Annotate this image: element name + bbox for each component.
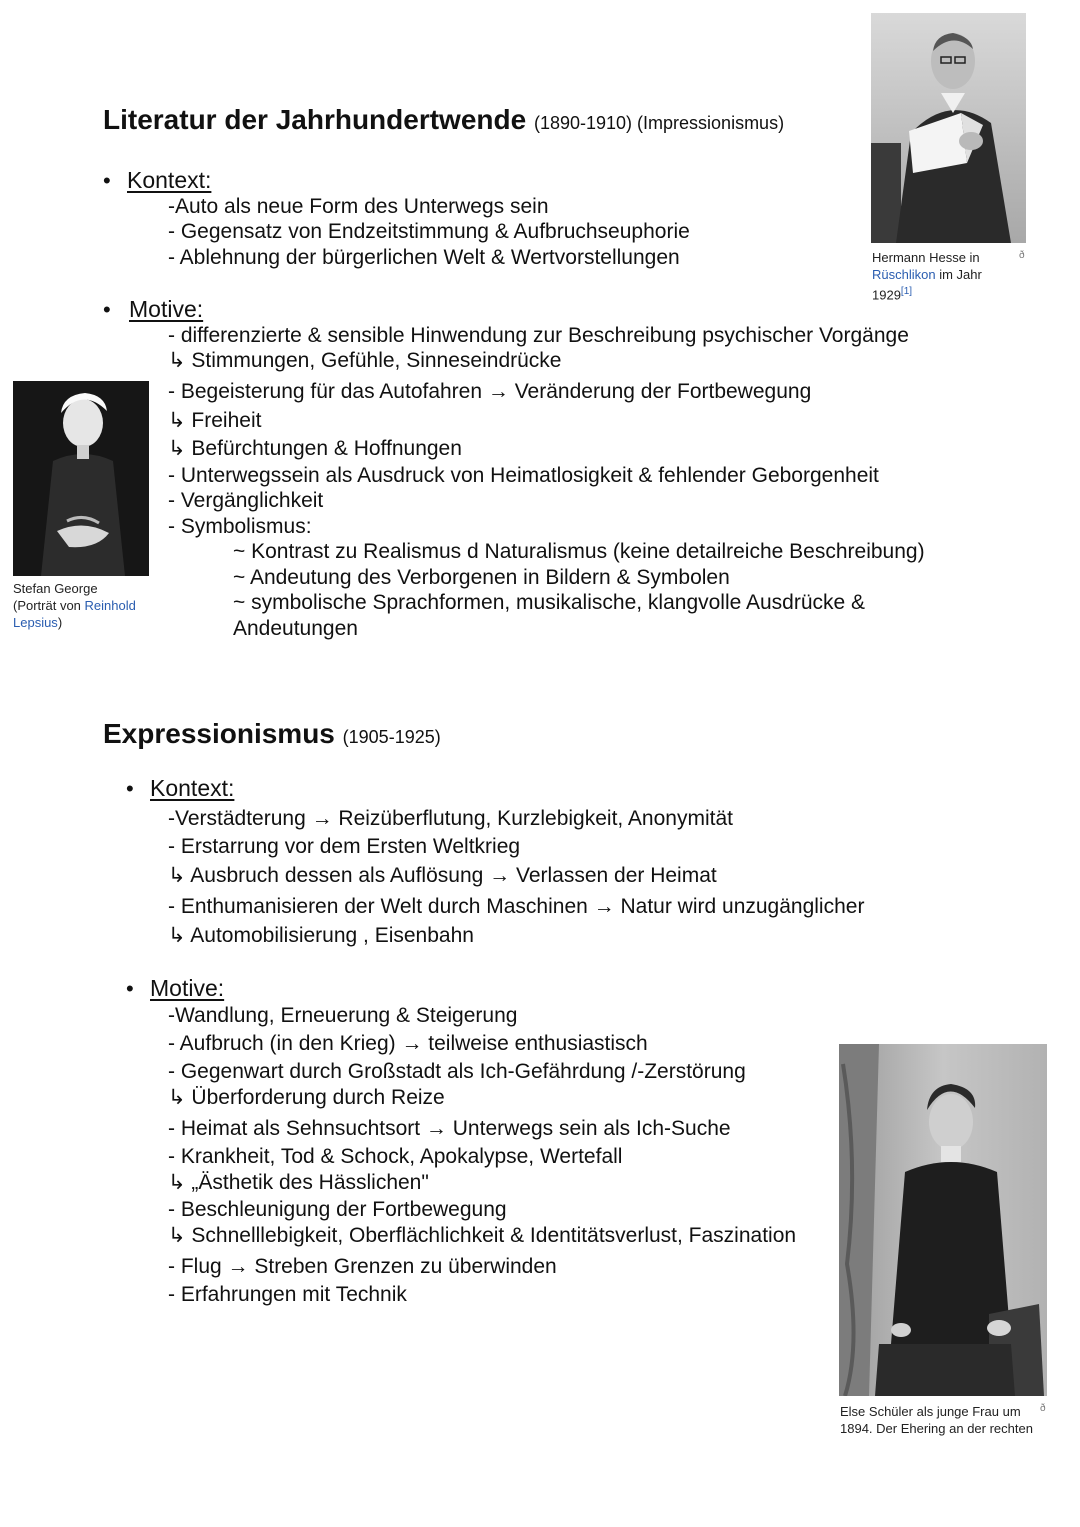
george-caption-text: ) bbox=[57, 615, 63, 630]
section1-kontext-2: - Gegensatz von Endzeitstimmung & Aufbruchseuphorie bbox=[168, 220, 690, 243]
george-caption-text: Stefan George bbox=[13, 581, 98, 596]
section2-motive-11: - Erfahrungen mit Technik bbox=[168, 1283, 407, 1306]
section2-kontext-3: ↳ Ausbruch dessen als Auflösung → Verlassen der Heimat bbox=[168, 864, 717, 887]
section2-kontext-label: Kontext: bbox=[150, 775, 235, 801]
schueler-photo bbox=[839, 1044, 1047, 1396]
hesse-caption-link[interactable]: Rüschlikon bbox=[872, 267, 936, 282]
section2-motive-5: - Heimat als Sehnsuchtsort → Unterwegs sein als Ich-Suche bbox=[168, 1117, 731, 1140]
section2-title bbox=[103, 718, 441, 750]
section2-kontext-4: - Enthumanisieren der Welt durch Maschinen → Natur wird unzugänglicher bbox=[168, 895, 865, 918]
schueler-caption-text: 1894. Der Ehering an der rechten bbox=[840, 1421, 1033, 1436]
section1-motive-11: ~ symbolische Sprachformen, musikalische, klangvolle Ausdrücke & bbox=[233, 591, 866, 614]
george-caption-link[interactable]: Lepsius bbox=[13, 615, 58, 630]
george-caption bbox=[13, 580, 149, 631]
section2-motive-6: - Krankheit, Tod & Schock, Apokalypse, Wertefall bbox=[168, 1145, 623, 1168]
section2-motive-3: - Gegenwart durch Großstadt als Ich-Gefährdung /-Zerstörung bbox=[168, 1060, 746, 1083]
bullet-dot: • bbox=[103, 168, 111, 193]
image-info-icon[interactable]: ð bbox=[1040, 1403, 1046, 1414]
george-caption-link[interactable]: Reinhold bbox=[84, 598, 136, 613]
section2-motive-10: - Flug → Streben Grenzen zu überwinden bbox=[168, 1255, 557, 1278]
hesse-caption bbox=[872, 249, 1012, 303]
section2-title-sub: (1905-1925) bbox=[342, 727, 441, 747]
section1-motive-9: ~ Kontrast zu Realismus d Naturalismus (keine detailreiche Beschreibung) bbox=[233, 540, 925, 563]
section1-title-text: Literatur der Jahrhundertwende bbox=[103, 104, 527, 135]
section1-motive-8: - Symbolismus: bbox=[168, 515, 312, 538]
section1-motive-1: - differenzierte & sensible Hinwendung zur Beschreibung psychischer Vorgänge bbox=[168, 324, 909, 347]
section1-title bbox=[103, 104, 784, 136]
bullet-dot: • bbox=[126, 976, 134, 1001]
section1-motive-2: ↳ Stimmungen, Gefühle, Sinneseindrücke bbox=[168, 349, 562, 372]
george-photo bbox=[13, 381, 149, 576]
section2-motive-9: ↳ Schnelllebigkeit, Oberflächlichkeit & Identitätsverlust, Faszination bbox=[168, 1224, 797, 1247]
schueler-caption-text: Else Schüler als junge Frau um bbox=[840, 1404, 1021, 1419]
bullet-dot: • bbox=[103, 297, 111, 322]
hesse-caption-text: im Jahr bbox=[935, 267, 982, 282]
section1-motive-4: ↳ Freiheit bbox=[168, 409, 262, 432]
bullet-dot: • bbox=[126, 776, 134, 801]
section1-kontext-3: - Ablehnung der bürgerlichen Welt & Wertvorstellungen bbox=[168, 246, 680, 269]
section2-motive-label: Motive: bbox=[150, 975, 225, 1001]
section1-kontext-1: -Auto als neue Form des Unterwegs sein bbox=[168, 195, 549, 218]
section2-kontext-1: -Verstädterung → Reizüberflutung, Kurzlebigkeit, Anonymität bbox=[168, 807, 733, 830]
section1-motive-3: - Begeisterung für das Autofahren → Veränderung der Fortbewegung bbox=[168, 380, 812, 403]
image-info-icon[interactable]: ð bbox=[1019, 250, 1025, 261]
section1-motive-6: - Unterwegssein als Ausdruck von Heimatlosigkeit & fehlender Geborgenheit bbox=[168, 464, 879, 487]
section1-motive-label: Motive: bbox=[129, 296, 204, 322]
section2-kontext-2: - Erstarrung vor dem Ersten Weltkrieg bbox=[168, 835, 521, 858]
hesse-caption-ref[interactable]: [1] bbox=[900, 286, 913, 297]
section2-motive-4: ↳ Überforderung durch Reize bbox=[168, 1086, 445, 1109]
hesse-caption-year: 1929 bbox=[872, 287, 901, 303]
section2-title-text: Expressionismus bbox=[103, 718, 335, 749]
george-caption-text: (Porträt von bbox=[13, 598, 85, 613]
section1-motive-5: ↳ Befürchtungen & Hoffnungen bbox=[168, 437, 462, 460]
hesse-photo bbox=[871, 13, 1026, 243]
section1-title-sub: (1890-1910) (Impressionismus) bbox=[533, 113, 785, 133]
schueler-caption bbox=[840, 1403, 1055, 1437]
section1-motive-7: - Vergänglichkeit bbox=[168, 489, 324, 512]
section2-motive-1: -Wandlung, Erneuerung & Steigerung bbox=[168, 1004, 518, 1027]
section2-kontext-5: ↳ Automobilisierung , Eisenbahn bbox=[168, 924, 474, 947]
section2-motive-2: - Aufbruch (in den Krieg) → teilweise enthusiastisch bbox=[168, 1032, 648, 1055]
section1-motive-10: ~ Andeutung des Verborgenen in Bildern & Symbolen bbox=[233, 566, 730, 589]
section1-kontext-label: Kontext: bbox=[127, 167, 212, 193]
section2-motive-8: - Beschleunigung der Fortbewegung bbox=[168, 1198, 507, 1221]
section1-motive-12: Andeutungen bbox=[233, 617, 358, 640]
hesse-caption-text: Hermann Hesse in bbox=[872, 250, 980, 265]
section2-motive-7: ↳ „Ästhetik des Hässlichen" bbox=[168, 1171, 429, 1194]
